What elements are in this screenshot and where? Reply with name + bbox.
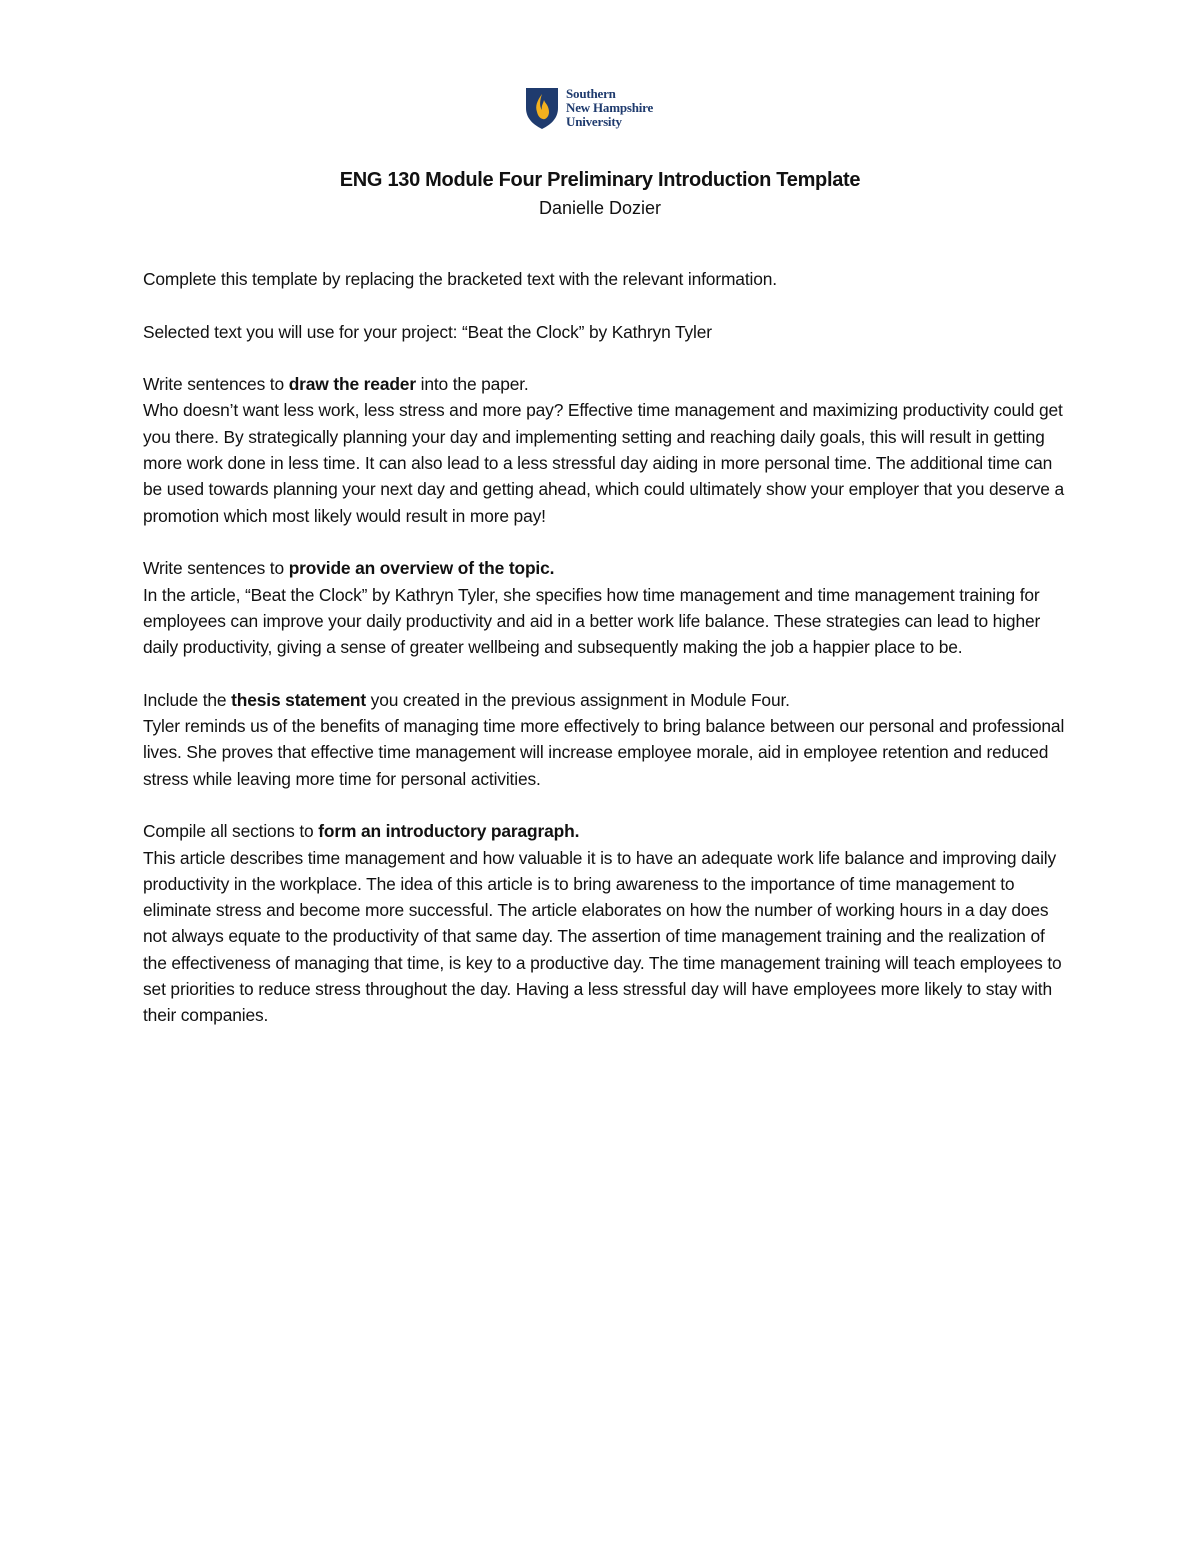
section-answer: Tyler reminds us of the benefits of managing time more effectively to bring balance between our personal and professional lives. She proves that effective time management will increase employee morale, aid in employee retention and reduced stress while leaving more time for personal activities. — [143, 716, 1065, 789]
document-title: ENG 130 Module Four Preliminary Introduction Template — [339, 169, 861, 191]
prompt-bold-text: form an introductory paragraph. — [318, 821, 580, 842]
logo-line-1: Southern — [566, 86, 616, 101]
selected-text-value: “Beat the Clock” by Kathryn Tyler — [462, 321, 712, 342]
document-body — [143, 266, 1073, 1055]
prompt-bold-text: thesis statement — [231, 689, 366, 710]
section-overview — [143, 555, 1073, 660]
prompt-text: you created in the previous assignment in Module Four. — [365, 689, 790, 710]
prompt-bold-text: provide an overview of the topic. — [288, 558, 555, 579]
instructions: Complete this template by replacing the bracketed text with the relevant information. — [143, 269, 777, 289]
section-prompt — [143, 555, 1073, 581]
prompt-text: Write sentences to — [143, 374, 289, 395]
section-prompt — [143, 818, 1073, 844]
prompt-text: Write sentences to — [143, 558, 289, 579]
section-prompt — [143, 687, 1073, 713]
prompt-text: Include the — [143, 689, 232, 710]
prompt-text: into the paper. — [415, 374, 529, 395]
section-answer: In the article, “Beat the Clock” by Kathryn Tyler, she specifies how time management and time management training for employees can improve your daily productivity and aid in a better work life balance. These strategies can lead to higher daily productivity, giving a sense of greater wellbeing and subsequently making the job a happier place to be. — [143, 584, 1041, 658]
prompt-text: Compile all sections to — [143, 821, 319, 842]
author-name: Danielle Dozier — [538, 198, 662, 218]
selected-text-line — [143, 319, 1073, 345]
selected-text-label: Selected text you will use for your project: — [143, 321, 458, 342]
university-logo — [524, 86, 653, 130]
section-thesis — [143, 687, 1073, 792]
section-answer: This article describes time management and how valuable it is to have an adequate work life balance and improving daily productivity in the workplace. The idea of this article is to bring awareness to the importance of time management to eliminate stress and become more successful. The article elaborates on how the number of working hours in a day does not always equate to the productivity of that same day. The assertion of time management training and the realization of the effectiveness of managing that time, is key to a productive day. The time management training will teach employees to set priorities to reduce stress throughout the day. Having a less stressful day will have employees more likely to stay with their companies. — [143, 847, 1062, 1026]
prompt-bold-text: draw the reader — [288, 374, 416, 395]
logo-line-3: University — [566, 114, 622, 129]
logo-line-2: New Hampshire — [566, 100, 654, 115]
section-prompt — [143, 371, 1073, 397]
section-draw-reader — [143, 371, 1073, 529]
logo-wordmark — [566, 87, 653, 129]
section-answer: Who doesn’t want less work, less stress and more pay? Effective time management and maximizing productivity could get you there. By strategically planning your day and implementing setting and reaching daily goals, this will result in getting more work done in less time. It can also lead to a less stressful day aiding in more personal time. The additional time can be used towards planning your next day and getting ahead, which could ultimately show your employer that you deserve a promotion which most likely would result in more pay! — [143, 400, 1064, 526]
shield-flame-icon — [524, 86, 560, 130]
section-introductory-paragraph — [143, 818, 1073, 1028]
